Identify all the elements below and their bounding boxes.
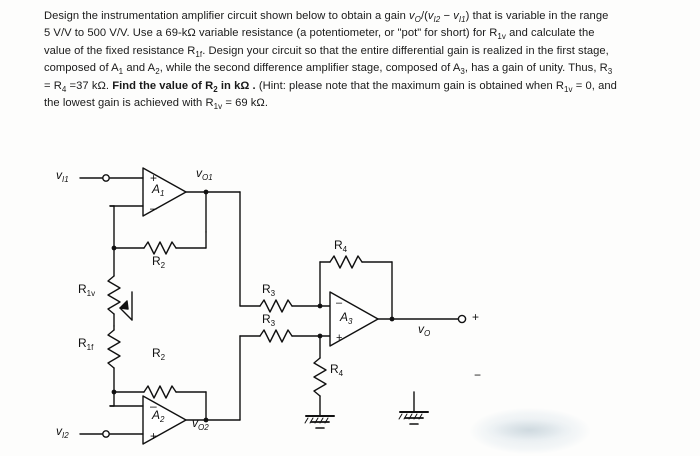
label-vo2: $v_{O2}$ (192, 416, 209, 432)
problem-line-5: = $R_4 =37$ kΩ. Find the value of $R_2$ in kΩ . (Hint: please note that the maximum gain is obtained when $R_{1v} = 0$, and (44, 79, 617, 94)
r2-top-resistor (144, 242, 176, 254)
problem-line-4: composed of $A_1$ and $A_2$, while the second difference amplifier stage, composed of $A_3$, has a gain of unity. Thus, $R_3$ (44, 62, 613, 77)
label-vi2: $v_{I2}$ (56, 424, 69, 440)
problem-line-1: Design the instrumentation amplifier circuit shown below to obtain a gain $v_O/(v_{I2} - v_{I1})$ that is variable in the range (44, 10, 609, 24)
a2-plus-sign: + (150, 429, 158, 443)
circuit-diagram (0, 140, 700, 456)
label-r4-top: $R_4$ (334, 238, 348, 254)
label-r1v: $R_{1v}$ (78, 282, 96, 298)
vi1-terminal-node (103, 175, 109, 181)
r3-top-resistor (260, 300, 292, 312)
a1-minus-sign: – (150, 201, 157, 215)
r2-bot-resistor (144, 386, 176, 398)
a3-plus-sign: + (336, 332, 343, 344)
a3-minus-sign: – (336, 297, 343, 309)
r1v-wiper-arrow-shaft (120, 308, 132, 320)
output-plus-terminal (458, 315, 465, 322)
a1-plus-sign: + (150, 171, 158, 185)
label-output-minus: − (474, 368, 482, 382)
label-r3-bottom: $R_3$ (262, 312, 276, 328)
r1f-resistor (108, 330, 120, 368)
r4-bot-resistor (314, 358, 326, 396)
r3-bot-resistor (260, 330, 292, 342)
problem-line-3: value of the fixed resistance $R_{1f}$. Design your circuit so that the entire differential gain is realized in the first stage, (44, 44, 609, 59)
problem-statement (44, 8, 684, 112)
label-r4-bottom: $R_4$ (330, 362, 344, 378)
label-r2-top: $R_2$ (152, 254, 166, 270)
label-vi1: $v_{I1}$ (56, 168, 69, 184)
vi2-terminal-node (103, 431, 109, 437)
label-r3-top: $R_3$ (262, 282, 276, 298)
label-a2: $A_2$ (152, 408, 165, 424)
problem-line-2: 5 V/V to 500 V/V. Use a 69-kΩ variable resistance (a potentiometer, or "pot" for short) for $R_{1v}$ and calculate the (44, 27, 595, 42)
r1v-wiper-arrow-head (120, 301, 128, 309)
r1v-resistor (108, 276, 120, 314)
a2-minus-sign: – (150, 399, 157, 413)
r4-top-resistor (330, 256, 362, 268)
circuit-svg (0, 140, 700, 456)
label-a1: $A_1$ (152, 182, 165, 198)
problem-line-6: the lowest gain is achieved with $R_{1v} = 69$ kΩ. (44, 97, 268, 112)
page-smudge-inner (486, 418, 572, 442)
label-r1f: $R_{1f}$ (78, 336, 94, 352)
label-vo: $v_O$ (418, 322, 431, 338)
label-a3: $A_3$ (340, 310, 353, 326)
label-output-plus: + (472, 310, 480, 324)
label-r2-bottom: $R_2$ (152, 346, 166, 362)
label-vo1: $v_{O1}$ (196, 166, 213, 182)
